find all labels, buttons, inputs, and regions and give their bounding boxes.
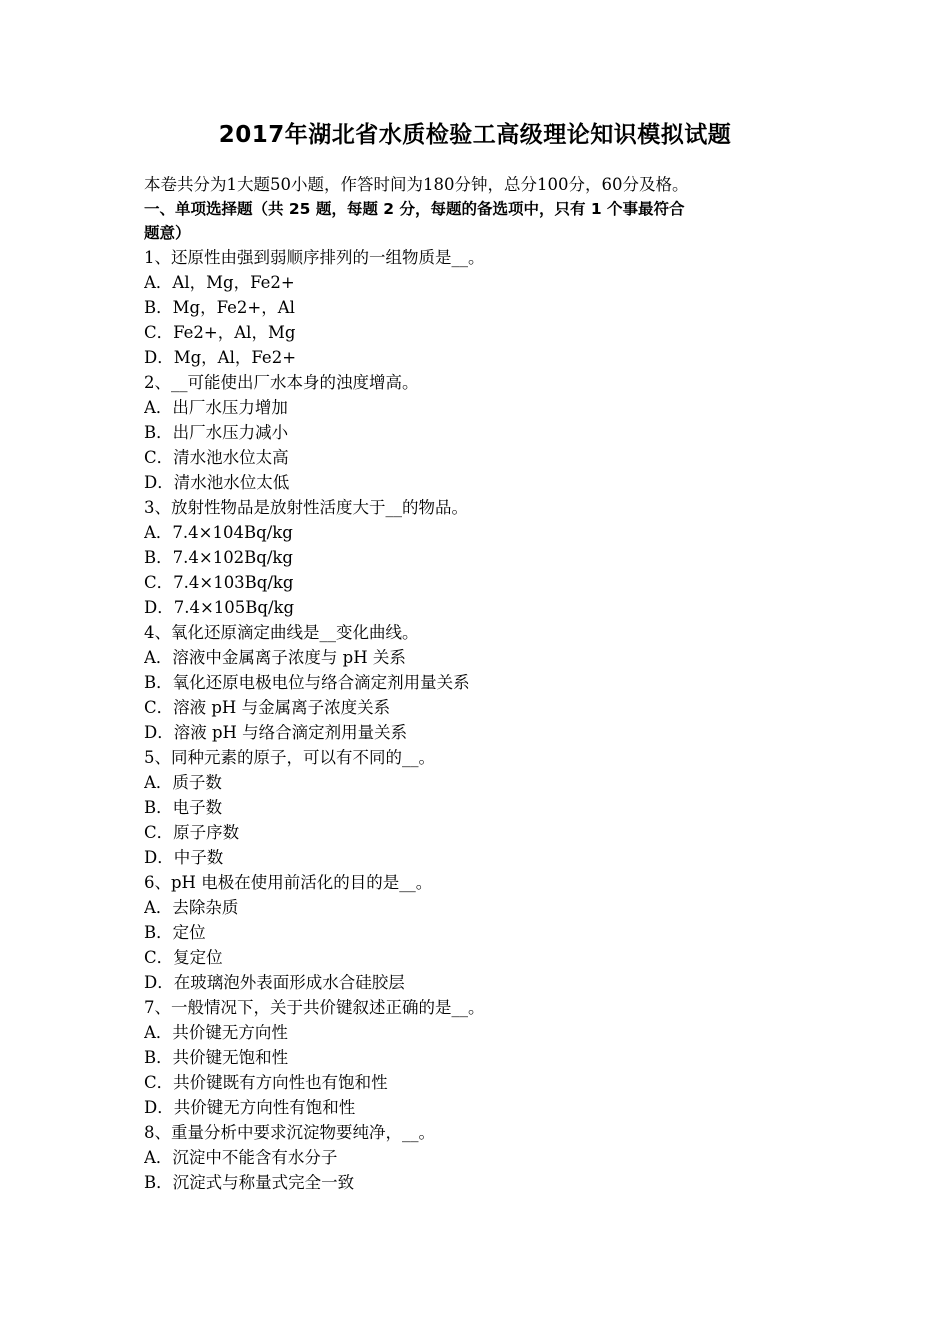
- answer-option: D．溶液 pH 与络合滴定剂用量关系: [144, 723, 408, 742]
- answer-option: B．7.4×102Bq/kg: [144, 548, 293, 567]
- answer-option: C．清水池水位太高: [144, 448, 289, 467]
- question-stem: 1、还原性由强到弱顺序排列的一组物质是__。: [144, 248, 485, 267]
- answer-option: A．共价键无方向性: [144, 1023, 288, 1042]
- answer-option: A．溶液中金属离子浓度与 pH 关系: [144, 648, 406, 667]
- answer-option: C．Fe2+，Al，Mg: [144, 323, 296, 342]
- answer-option: C．共价键既有方向性也有饱和性: [144, 1073, 388, 1092]
- answer-option: C．原子序数: [144, 823, 240, 842]
- answer-option: B．Mg，Fe2+，Al: [144, 298, 295, 317]
- answer-option: C．复定位: [144, 948, 223, 967]
- answer-option: D．共价键无方向性有饱和性: [144, 1098, 356, 1117]
- question-stem: 5、同种元素的原子，可以有不同的__。: [144, 748, 435, 767]
- question-stem: 2、__可能使出厂水本身的浊度增高。: [144, 373, 419, 392]
- answer-option: B．定位: [144, 923, 206, 942]
- question-block: [144, 495, 814, 620]
- answer-option: A．7.4×104Bq/kg: [144, 523, 293, 542]
- answer-option: D．清水池水位太低: [144, 473, 290, 492]
- answer-option: A．沉淀中不能含有水分子: [144, 1148, 338, 1167]
- document-title: 2017年湖北省水质检验工高级理论知识模拟试题: [218, 122, 732, 148]
- section-heading-continued: 题意）: [144, 224, 191, 242]
- answer-option: A．出厂水压力增加: [144, 398, 288, 417]
- answer-option: D．Mg，Al，Fe2+: [144, 348, 297, 367]
- question-block: [144, 620, 814, 745]
- answer-option: B．沉淀式与称量式完全一致: [144, 1173, 355, 1192]
- answer-option: D．7.4×105Bq/kg: [144, 598, 295, 617]
- question-block: [144, 370, 814, 495]
- answer-option: B．氧化还原电极电位与络合滴定剂用量关系: [144, 673, 470, 692]
- intro-text: 本卷共分为1大题50小题，作答时间为180分钟，总分100分，60分及格。: [144, 175, 689, 194]
- answer-option: A．Al，Mg，Fe2+: [144, 273, 295, 292]
- document-body: [144, 172, 814, 1195]
- question-list: [144, 245, 814, 1195]
- answer-option: A．质子数: [144, 773, 222, 792]
- answer-option: D．中子数: [144, 848, 224, 867]
- question-stem: 6、pH 电极在使用前活化的目的是__。: [144, 873, 433, 892]
- answer-option: C．溶液 pH 与金属离子浓度关系: [144, 698, 391, 717]
- section-heading: 一、单项选择题（共 25 题，每题 2 分，每题的备选项中，只有 1 个事最符合: [144, 200, 685, 218]
- question-block: [144, 245, 814, 370]
- question-stem: 3、放射性物品是放射性活度大于__的物品。: [144, 498, 468, 517]
- question-block: [144, 745, 814, 870]
- answer-option: D．在玻璃泡外表面形成水合硅胶层: [144, 973, 405, 992]
- answer-option: A．去除杂质: [144, 898, 239, 917]
- answer-option: C．7.4×103Bq/kg: [144, 573, 294, 592]
- answer-option: B．电子数: [144, 798, 223, 817]
- question-block: [144, 870, 814, 995]
- question-block: [144, 1120, 814, 1195]
- question-stem: 8、重量分析中要求沉淀物要纯净，__。: [144, 1123, 435, 1142]
- answer-option: B．共价键无饱和性: [144, 1048, 289, 1067]
- question-stem: 4、氧化还原滴定曲线是__变化曲线。: [144, 623, 419, 642]
- question-stem: 7、一般情况下，关于共价键叙述正确的是__。: [144, 998, 485, 1017]
- answer-option: B．出厂水压力减小: [144, 423, 289, 442]
- question-block: [144, 995, 814, 1120]
